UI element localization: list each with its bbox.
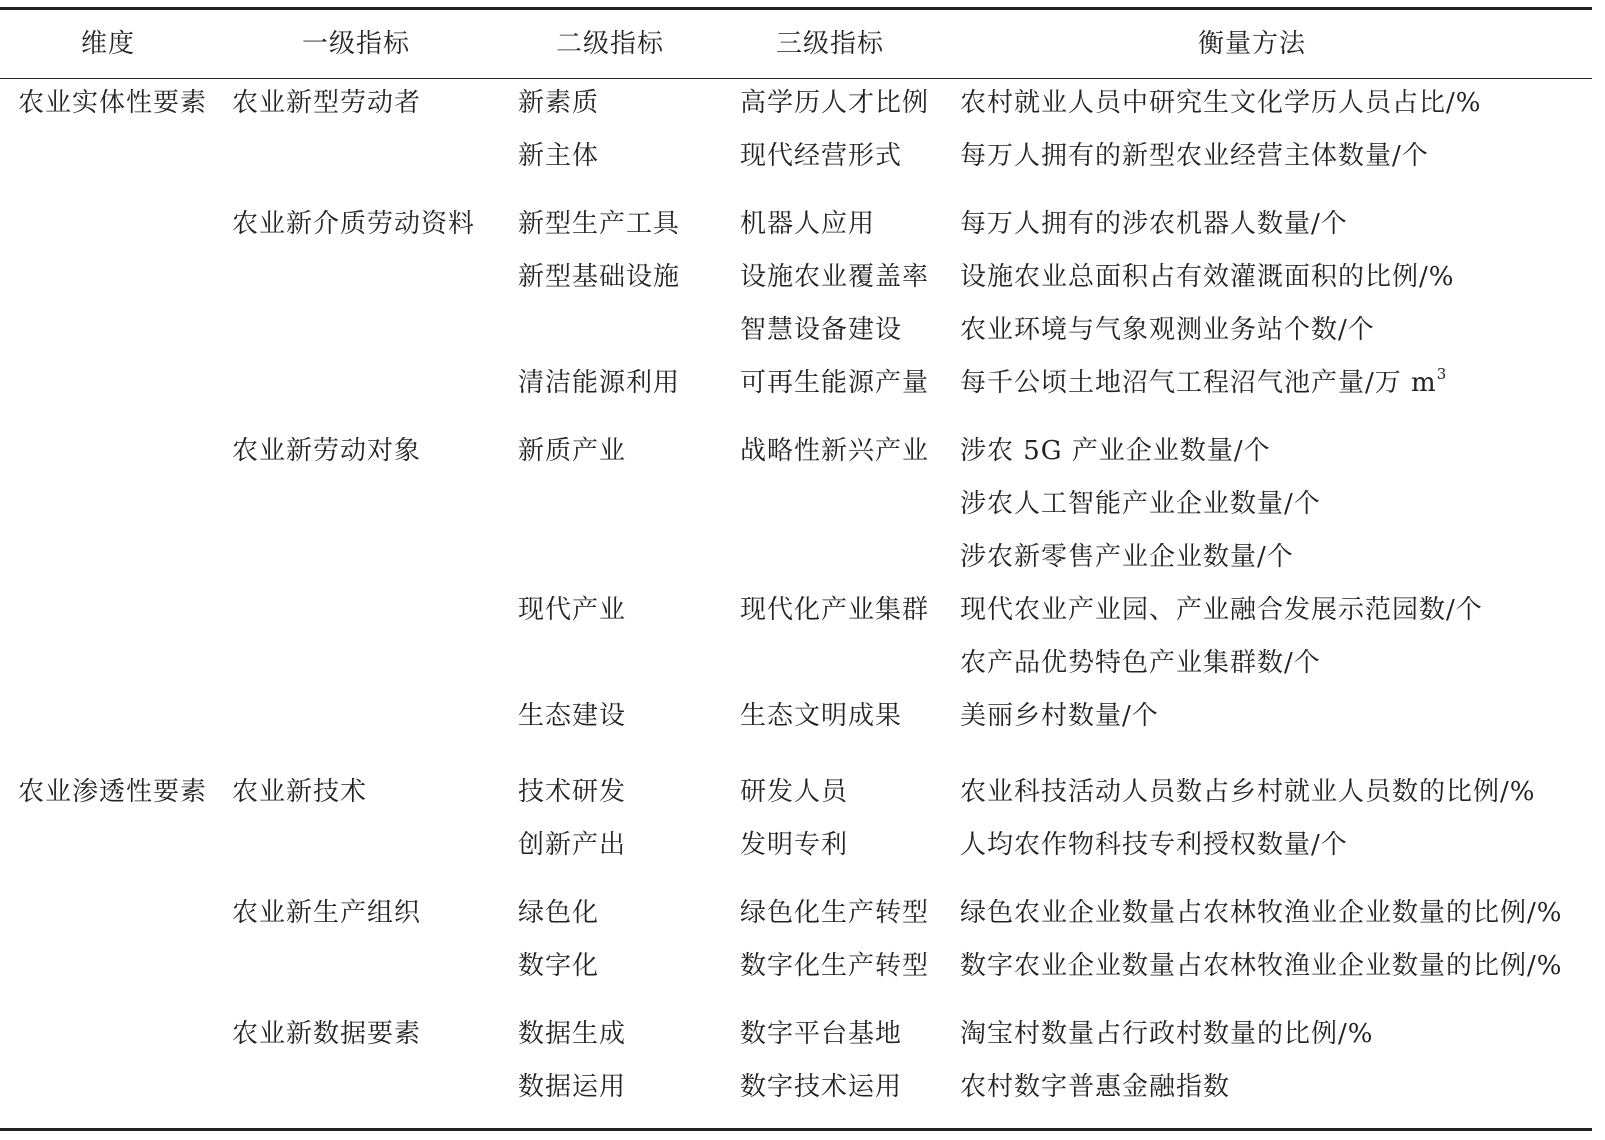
cell-level1-text: 农业新型劳动者 [232,88,422,118]
cell-level3-text: 绿色化生产转型 [740,898,930,928]
cell-level1-text: 农业新劳动对象 [232,436,422,466]
cell-method [960,828,1348,862]
cell-method [960,313,1375,347]
header-dimension: 维度 [80,29,136,59]
cell-method-text: 现代农业产业园、产业融合发展示范园数/个 [960,595,1483,625]
cell-level3-text: 数字技术运用 [740,1072,903,1102]
cell-level3 [740,434,929,468]
cell-level3-text: 发明专利 [740,830,849,860]
table-bottom-rule [0,1128,1592,1131]
cell-method-text: 涉农人工智能产业企业数量/个 [960,489,1321,519]
cell-level2 [518,593,626,627]
cell-level1-text: 农业新介质劳动资料 [232,209,476,239]
cell-method-text: 每万人拥有的新型农业经营主体数量/个 [960,141,1429,171]
cell-level3-text: 现代经营形式 [740,141,903,171]
cell-method-text: 美丽乡村数量/个 [960,701,1159,731]
header-level1: 一级指标 [301,29,411,59]
cell-level2-text: 现代产业 [518,595,627,625]
cell-method-text: 每万人拥有的涉农机器人数量/个 [960,209,1348,239]
header-level3: 三级指标 [775,29,885,59]
cell-method-text: 涉农新零售产业企业数量/个 [960,542,1294,572]
cell-method-text: 农业科技活动人员数占乡村就业人员数的比例/% [960,777,1536,807]
cell-method-text: 设施农业总面积占有效灌溉面积的比例/% [960,262,1455,292]
cell-level2-text: 新质产业 [518,436,627,466]
cell-level2 [518,775,626,809]
cell-method-text: 农业环境与气象观测业务站个数/个 [960,315,1375,345]
cell-method [960,487,1321,521]
cell-level1 [232,434,421,468]
cell-method-text: 绿色农业企业数量占农林牧渔业企业数量的比例/% [960,898,1563,928]
cell-level1-text: 农业新数据要素 [232,1019,422,1049]
table-header-rule [0,78,1592,79]
cell-level2 [518,434,626,468]
cell-method-text: 每千公顷土地沼气工程沼气池产量/万 m [960,368,1437,398]
cell-method [960,139,1429,173]
cell-method-text: 人均农作物科技专利授权数量/个 [960,830,1348,860]
cell-level2 [518,139,599,173]
cell-dimension-text: 农业实体性要素 [18,88,208,118]
cell-level3 [740,828,848,862]
cell-level3-text: 现代化产业集群 [740,595,930,625]
cell-method [960,593,1483,627]
cell-method [960,699,1159,733]
cell-level1 [232,1017,421,1051]
unit-superscript: 3 [1436,365,1448,383]
cell-method [960,86,1481,120]
cell-level2 [518,260,680,294]
cell-level3-text: 机器人应用 [740,209,876,239]
cell-level3-text: 设施农业覆盖率 [740,262,930,292]
cell-level3-text: 数字化生产转型 [740,951,930,981]
cell-method [960,949,1562,983]
cell-level2-text: 数字化 [518,951,600,981]
cell-level3 [740,86,929,120]
cell-level2 [518,366,680,400]
cell-level3 [740,207,875,241]
cell-method-text: 农村数字普惠金融指数 [960,1072,1231,1102]
header-method: 衡量方法 [1197,29,1307,59]
cell-method [960,1070,1230,1104]
cell-level3 [740,313,902,347]
cell-level3 [740,366,929,400]
cell-level2-text: 生态建设 [518,701,627,731]
cell-level3-text: 数字平台基地 [740,1019,903,1049]
cell-level2-text: 新型基础设施 [518,262,681,292]
cell-method-text: 涉农 5G 产业企业数量/个 [960,436,1271,466]
cell-level2 [518,949,599,983]
cell-level2 [518,207,680,241]
cell-level3-text: 可再生能源产量 [740,368,930,398]
cell-level3 [740,1070,902,1104]
cell-method-text: 农村就业人员中研究生文化学历人员占比/% [960,88,1482,118]
cell-method-text: 农产品优势特色产业集群数/个 [960,648,1321,678]
cell-dimension [18,775,207,809]
cell-level2-text: 数据生成 [518,1019,627,1049]
cell-level3-text: 高学历人才比例 [740,88,930,118]
cell-level2 [518,86,599,120]
cell-level3 [740,896,929,930]
cell-level3 [740,593,929,627]
cell-method [960,260,1454,294]
cell-level2-text: 清洁能源利用 [518,368,681,398]
cell-level3 [740,260,929,294]
cell-level1 [232,86,421,120]
cell-level3 [740,949,929,983]
cell-level1 [232,207,475,241]
cell-method [960,540,1294,574]
cell-level2 [518,828,626,862]
cell-dimension-text: 农业渗透性要素 [18,777,208,807]
cell-level2 [518,896,599,930]
cell-level2-text: 新素质 [518,88,600,118]
cell-level1 [232,775,367,809]
cell-level2-text: 新型生产工具 [518,209,681,239]
cell-level3 [740,1017,902,1051]
cell-level2-text: 创新产出 [518,830,627,860]
cell-method [960,366,1447,400]
cell-dimension [18,86,207,120]
cell-level2-text: 技术研发 [518,777,627,807]
cell-level1-text: 农业新技术 [232,777,368,807]
cell-level3-text: 智慧设备建设 [740,315,903,345]
cell-level3 [740,775,848,809]
cell-method [960,207,1348,241]
cell-method-text: 数字农业企业数量占农林牧渔业企业数量的比例/% [960,951,1563,981]
cell-method [960,1017,1373,1051]
cell-method [960,775,1535,809]
cell-level2 [518,1017,626,1051]
cell-level2-text: 新主体 [518,141,600,171]
cell-method [960,646,1321,680]
cell-method [960,434,1271,468]
header-level2: 二级指标 [555,29,665,59]
cell-level2-text: 数据运用 [518,1072,627,1102]
cell-level3-text: 生态文明成果 [740,701,903,731]
cell-level2 [518,699,626,733]
cell-level3-text: 研发人员 [740,777,849,807]
cell-level2-text: 绿色化 [518,898,600,928]
cell-method-text: 淘宝村数量占行政村数量的比例/% [960,1019,1374,1049]
table-top-rule [0,7,1592,10]
cell-level3-text: 战略性新兴产业 [740,436,930,466]
cell-level2 [518,1070,626,1104]
cell-level1-text: 农业新生产组织 [232,898,422,928]
cell-level1 [232,896,421,930]
cell-level3 [740,699,902,733]
cell-method [960,896,1562,930]
cell-level3 [740,139,902,173]
